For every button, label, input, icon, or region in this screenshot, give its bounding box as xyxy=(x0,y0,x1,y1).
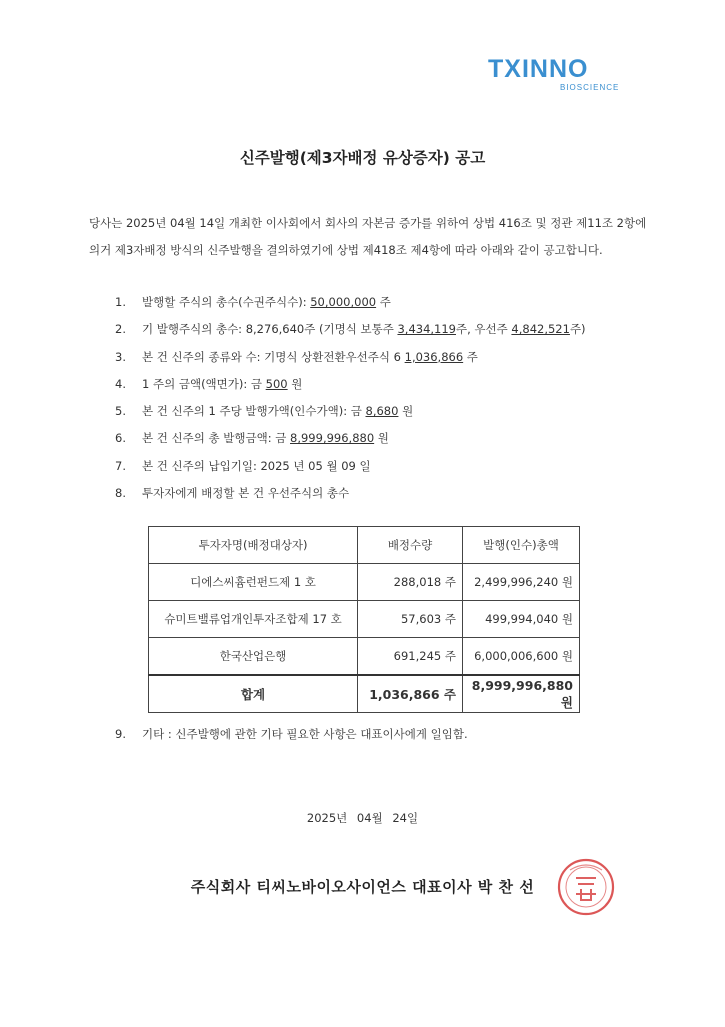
total-amount: 2,499,996,240 원 xyxy=(463,564,580,601)
item-suffix: 원 xyxy=(287,376,303,391)
item-number: 1. xyxy=(115,295,126,309)
investor-name: 한국산업은행 xyxy=(149,638,358,676)
item-number: 7. xyxy=(115,458,126,473)
item-suffix: 주) xyxy=(569,322,586,337)
list-item xyxy=(115,349,675,376)
table-total-row xyxy=(149,675,580,713)
item-suffix: 주 xyxy=(376,295,391,309)
intro-paragraph: 당사는 2025년 04월 14일 개최한 이사회에서 회사의 자본금 증가를 위하여 상법 416조 및 정관 제11조 2항에 의거 제3자배정 방식의 신주발행을 결의하였기에 상법 제418조 제4항에 따라 아래와 같이 공고합니다. xyxy=(89,216,647,257)
total-label: 합계 xyxy=(149,675,358,713)
announcement-date: 2025년 04월 24일 xyxy=(306,811,419,825)
total-amount: 6,000,006,600 원 xyxy=(463,638,580,676)
item-suffix: 원 xyxy=(374,431,389,446)
column-header: 발행(인수)총액 xyxy=(463,527,580,564)
item-value: 1,036,866 xyxy=(404,349,464,364)
column-header: 배정수량 xyxy=(358,527,463,564)
item-suffix: 원 xyxy=(398,404,414,419)
logo-wordmark: TXINNO xyxy=(488,55,589,83)
investor-name: 디에스씨흄런펀드제 1 호 xyxy=(149,564,358,601)
item-suffix: 주 xyxy=(463,349,478,364)
list-item xyxy=(115,458,675,485)
table-row xyxy=(149,564,580,601)
item-number: 4. xyxy=(115,376,126,391)
item-text: 발행할 주식의 총수(수권주식수): xyxy=(142,295,311,309)
list-item xyxy=(115,485,675,512)
item-text: 1 주의 금액(액면가): 금 xyxy=(142,376,266,391)
total-quantity: 1,036,866 주 xyxy=(358,675,463,713)
item-value: 500 xyxy=(265,376,288,391)
logo-subtitle: BIOSCIENCE xyxy=(560,83,620,92)
list-item xyxy=(115,403,675,430)
item-number: 6. xyxy=(115,431,126,446)
item-text: 본 건 신주의 종류와 수: 기명식 상환전환우선주식 6 xyxy=(142,349,405,364)
company-logo xyxy=(488,56,638,96)
item-value: 8,999,996,880 xyxy=(290,431,375,446)
table-header-row xyxy=(149,527,580,564)
grand-total-amount: 8,999,996,880 원 xyxy=(463,675,580,713)
item-text: 기타 : 신주발행에 관한 기타 필요한 사항은 대표이사에게 일임함. xyxy=(142,727,468,741)
list-item xyxy=(115,294,675,321)
item-value: 3,434,119 xyxy=(397,322,456,337)
page-title: 신주발행(제3자배정 유상증자) 공고 xyxy=(239,149,486,167)
share-quantity: 691,245 주 xyxy=(358,638,463,676)
item-text: 본 건 신주의 납입기일: 2025 년 05 월 09 일 xyxy=(142,458,371,473)
investor-name: 슈미트밸류업개인투자조합제 17 호 xyxy=(149,601,358,638)
signature-line: 주식회사 티씨노바이오사이언스 대표이사 박 찬 선 xyxy=(190,878,535,896)
item-number: 5. xyxy=(115,404,126,419)
column-header: 투자자명(배정대상자) xyxy=(149,527,358,564)
table-row xyxy=(149,638,580,676)
item-text: 기 발행주식의 총수: 8,276,640주 (기명식 보통주 xyxy=(142,322,398,337)
list-item xyxy=(115,430,675,457)
table-row xyxy=(149,601,580,638)
share-quantity: 288,018 주 xyxy=(358,564,463,601)
share-quantity: 57,603 주 xyxy=(358,601,463,638)
item-text: 본 건 신주의 1 주당 발행가액(인수가액): 금 xyxy=(142,404,366,419)
item-number: 3. xyxy=(115,349,126,364)
total-amount: 499,994,040 원 xyxy=(463,601,580,638)
item-number: 9. xyxy=(115,727,126,741)
allocation-table xyxy=(148,526,580,713)
item-value: 50,000,000 xyxy=(310,295,377,309)
item-number: 8. xyxy=(115,486,126,501)
item-list xyxy=(115,294,675,512)
item-value: 8,680 xyxy=(365,404,399,419)
item-text: 투자자에게 배정할 본 건 우선주식의 총수 xyxy=(142,486,350,501)
list-item xyxy=(115,376,675,403)
item-value-2: 4,842,521 xyxy=(511,322,570,337)
company-seal-icon xyxy=(556,856,616,918)
list-item xyxy=(115,321,675,348)
item-text: 본 건 신주의 총 발행금액: 금 xyxy=(142,431,291,446)
item-text-mid: 주, 우선주 xyxy=(456,322,512,337)
list-item xyxy=(115,726,468,742)
item-number: 2. xyxy=(115,322,126,337)
